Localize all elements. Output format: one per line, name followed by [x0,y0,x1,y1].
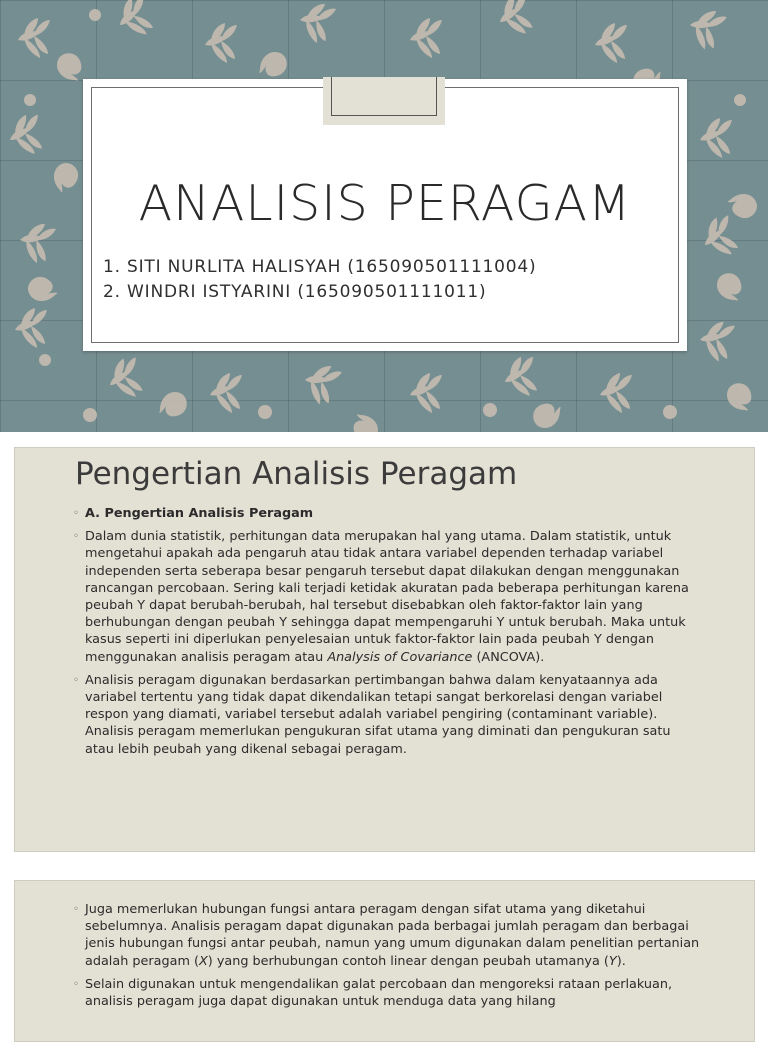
bullet-icon: ◦ [73,978,79,990]
paragraph-text: Dalam dunia statistik, perhitungan data merupakan hal yang utama. Dalam statistik, untuk mengetahui apakah ada pengaruh atau tidak antara variabel dependen terhadap variabel independen serta seberapa besar pengaruh tersebut dapat dilakukan dengan menggunakan rancangan percobaan. Sering kali terjadi ketidak akuratan pada beberapa perhitungan karena peubah Y dapat berubah-berubah, hal tersebut disebabkan oleh faktor-faktor lain yang berhubungan dengan peubah Y sehingga dapat mempengaruhi Y untuk berubah. Maka untuk kasus seperti ini diperlukan penyelesaian untuk faktor-faktor lain pada peubah Y dengan menggunakan analisis peragam atau [85,529,689,665]
paragraph-text: Analisis peragam digunakan berdasarkan pertimbangan bahwa dalam kenyataannya ada variabel tertentu yang tidak dapat dikendalikan tetapi sangat berkorelasi dengan variabel respon yang diamati, variabel tersebut adalah variabel pengiring (contaminant variable). Analisis peragam memerlukan pengukuran sifat utama yang diminati dan pengukuran satu atau lebih peubah yang dikenal sebagai peragam. [85,672,671,757]
italic-variable: X [198,953,208,969]
bullet-icon: ◦ [73,904,79,915]
content-slide-continuation [14,880,755,1042]
list-item [73,505,702,522]
paragraph-text: ). [616,953,626,969]
title-slide [0,0,768,432]
italic-term: Analysis of Covariance [327,649,473,665]
author-item: 2. WINDRI ISTYARINI (165090501111011) [103,282,487,302]
section-heading: Pengertian Analisis Peragam [75,456,518,492]
paragraph-text: Juga memerlukan hubungan fungsi antara peragam dengan sifat utama yang diketahui sebelumnya. Analisis peragam dapat digunakan pada berbagai jumlah peragam dan berbagai jenis hubungan fungsi antar peubah, namun yang umum digunakan dalam penelitian pertanian adalah peragam ( [85,902,700,969]
presentation-title: ANALISIS PERAGAM [138,175,632,232]
subheading: A. Pengertian Analisis Peragam [85,506,314,521]
paragraph-text: (ANCOVA). [472,649,545,665]
list-item [73,901,702,970]
title-card-tab-inner [331,77,437,116]
author-list [103,255,536,305]
bullet-list [73,901,702,1016]
list-item [73,672,702,758]
content-slide-definition [14,447,755,852]
bullet-list [73,505,702,764]
italic-variable: Y [608,953,617,969]
paragraph-text: ) yang berhubungan contoh linear dengan peubah utamanya ( [207,953,609,969]
list-item [73,976,702,1010]
bullet-icon: ◦ [73,508,79,519]
title-card-tab [323,77,445,125]
author-item: 1. SITI NURLITA HALISYAH (165090501111004) [103,257,537,277]
bullet-icon: ◦ [73,531,79,543]
paragraph-text: Selain digunakan untuk mengendalikan galat percobaan dan mengoreksi rataan perlakuan, analisis peragam juga dapat digunakan untuk menduga data yang hilang [85,976,673,1010]
list-item [73,528,702,666]
title-card [83,79,687,351]
bullet-icon: ◦ [73,674,79,686]
